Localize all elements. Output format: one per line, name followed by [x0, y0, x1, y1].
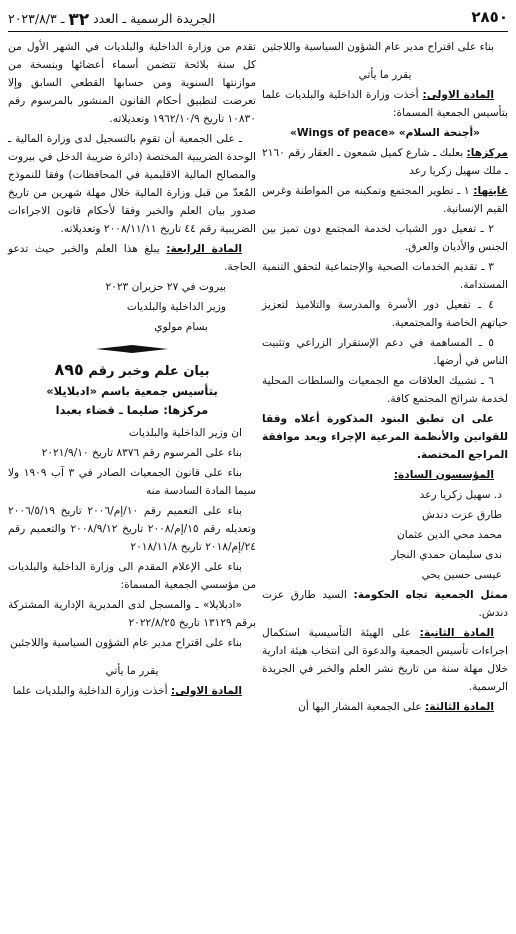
notice-title-prefix: بيان علم وخبر رقم — [88, 364, 210, 379]
goals-label: غايتها: — [473, 185, 508, 197]
headquarters-label: مركزها: — [466, 147, 508, 159]
government-representative — [262, 586, 508, 622]
decides-heading: يقرر ما يأتي — [105, 665, 159, 677]
left-column — [8, 38, 256, 702]
decides-heading: يقرر ما يأتي — [358, 69, 412, 81]
article-1 — [8, 682, 256, 700]
goal-text: ١ ـ تطوير المجتمع وتمكينه من المواطنة وغرس القيم الإنسانية. — [262, 185, 508, 215]
recital: بناء على الإعلام المقدم الى وزارة الداخلية والبلديات من مؤسسي الجمعية المسماة: — [8, 561, 256, 591]
article-3 — [262, 698, 508, 716]
goal-item: ٥ ـ المساهمة في دعم الإستقرار الزراعي وتثبيت الناس في أرضها. — [262, 337, 508, 367]
headquarters — [262, 144, 508, 180]
header-rule — [8, 31, 508, 32]
minister-name: بسام مولوي — [154, 321, 208, 333]
founders-label: المؤسسون السادة: — [393, 469, 494, 481]
gazette-issue-line — [8, 10, 215, 30]
condition-clause: على ان تطبق البنود المذكورة أعلاه وفقا للقوانين والأنظمة المرعية الإجراء وبعد موافقة المراجع المختصة. — [262, 413, 508, 461]
separator-ornament-icon — [96, 344, 168, 354]
minister-line: ان وزير الداخلية والبلديات — [128, 427, 242, 439]
recital: «ادبلايلا» ـ والمسجل لدى المديرية الإدارية المشتركة برقم ١٣١٢٩ تاريخ ٢٠٢٢/٨/٢٥ — [8, 599, 256, 629]
headquarters-text: بعلبك ـ شارع كميل شمعون ـ العقار رقم ٢١٦٠ ـ ملك سهيل زكريا رعد — [262, 147, 508, 177]
article-2-text: على الهيئة التأسيسية استكمال اجراءات تأسيس الجمعية والدعوة الى انتخاب هيئة ادارية خلال مهلة سنة من تاريخ نشر العلم والخبر في الجريدة الرسمية. — [262, 627, 508, 693]
representative-label: ممثل الجمعية تجاه الحكومة: — [353, 589, 508, 601]
minister-title: وزير الداخلية والبلديات — [126, 301, 226, 313]
recital: بناء على المرسوم رقم ٨٣٧٦ تاريخ ٢٠٢١/٩/١٠ — [41, 447, 242, 459]
notice-number: ٨٩٥ — [54, 360, 84, 379]
recital: بناء على اقتراح مدير عام الشؤون السياسية واللاجئين — [10, 637, 242, 649]
article-4-label: المادة الرابعة: — [166, 243, 242, 255]
founder-name: عيسى حسين يحي — [421, 569, 502, 581]
notice-subtitle: بتأسيس جمعية باسم «ادبلايلا» — [46, 384, 218, 398]
intro-recital: بناء على اقتراح مدير عام الشؤون السياسية واللاجئين — [262, 41, 494, 53]
article-2-label: المادة الثانية: — [419, 627, 494, 639]
gazette-name: الجريدة الرسمية ـ العدد — [93, 11, 216, 26]
article-4-text: يبلغ هذا العلم والخبر حيث تدعو الحاجة. — [8, 243, 256, 273]
goal-item: ٢ ـ تفعيل دور الشباب لخدمة المجتمع دون تميز بين الجنس والأديان والعرق. — [262, 223, 508, 253]
article-1 — [262, 86, 508, 122]
founder-name: محمد محي الدين عثمان — [396, 529, 502, 541]
founder-name: طارق عزت دندش — [421, 509, 502, 521]
place-date: بيروت في ٢٧ حزيران ٢٠٢٣ — [105, 281, 226, 293]
section-separator — [96, 344, 168, 354]
article-1-label: المادة الاولى: — [170, 685, 242, 697]
article-4 — [8, 240, 256, 276]
founder-name: د. سهيل زكريا رعد — [419, 489, 502, 501]
page-header — [8, 8, 508, 30]
goal-item: ٤ ـ تفعيل دور الأسرة والمدرسة والتلاميذ لتعزيز حياتهم الخاصة والمجتمعية. — [262, 299, 508, 329]
page-number: ٢٨٥٠ — [471, 8, 508, 26]
article-2 — [262, 624, 508, 696]
article-1-text: أخذت وزارة الداخلية والبلديات علما — [12, 685, 168, 697]
recital: بناء على التعميم رقم ١٠/إم/٢٠٠٦ تاريخ ٢٠٠٦/٥/١٩ وتعديله رقم ١٥/إم/٢٠٠٨ تاريخ ٢٠٠٨/٩/١٢ والتعميم رقم ٢٤/إم/٢٠١٨ تاريخ ٢٠١٨/١١/٨ — [8, 505, 256, 553]
article-1-label: المادة الاولى: — [422, 89, 495, 101]
goal-item — [262, 182, 508, 218]
tax-registration-paragraph: ـ على الجمعية أن تقوم بالتسجيل لدى وزارة المالية ـ الوحدة الضريبية المختصة (دائرة ضريبة الدخل في بيروت والمصالح المالية الاقليمية في المحافظات) وفقا للنموذج المُعدّ من قبل وزارة المالية خلال مهلة شهرين من تاريخ صدور بيان العلم والخبر وفقا لأحكام قانون الاجراءات الضريبية رقم ٤٤ تاريخ ٢٠٠٨/١١/١١ وتعديلاته. — [8, 133, 256, 235]
goal-item: ٦ ـ تشبيك العلاقات مع الجمعيات والسلطات المحلية لخدمة شرائح المجتمع كافة. — [262, 375, 508, 405]
goal-item: ٣ ـ تقديم الخدمات الصحية والإجتماعية لتحقق التنمية المستدامة. — [262, 261, 508, 291]
issue-number: ٣٢ — [68, 10, 90, 30]
continued-paragraph: تقدم من وزارة الداخلية والبلديات في الشهر الأول من كل سنة بلائحة تتضمن أسماء أعضائها وبنسخة من موازنتها السنوية ومن حسابها القطعي السابق وإلا تعرضت لتطبيق أحكام القانون المنشور بالمرسوم رقم ١٠٨٣٠ تاريخ ١٩٦٢/١٠/٩ وتعديلاته. — [8, 41, 256, 125]
association-name: «أجنحة السلام» «Wings of peace» — [289, 127, 480, 139]
founder-name: ندى سليمان حمدي النجار — [391, 549, 502, 561]
notice-headquarters: مركزها: صليما ـ قضاء بعبدا — [55, 403, 209, 417]
representative-name: السيد طارق عزت دندش. — [262, 589, 508, 619]
notice-title — [8, 360, 256, 382]
issue-date: ـ ٢٠٢٣/٨/٣ — [8, 11, 65, 26]
article-3-label: المادة الثالثة: — [425, 701, 494, 713]
right-column — [262, 38, 508, 718]
article-1-text: أخذت وزارة الداخلية والبلديات علما بتأسيس الجمعية المسماة: — [262, 89, 508, 119]
recital: بناء على قانون الجمعيات الصادر في ٣ آب ١٩٠٩ ولا سيما المادة السادسة منه — [8, 467, 256, 497]
article-3-text: على الجمعية المشار اليها أن — [298, 701, 422, 713]
